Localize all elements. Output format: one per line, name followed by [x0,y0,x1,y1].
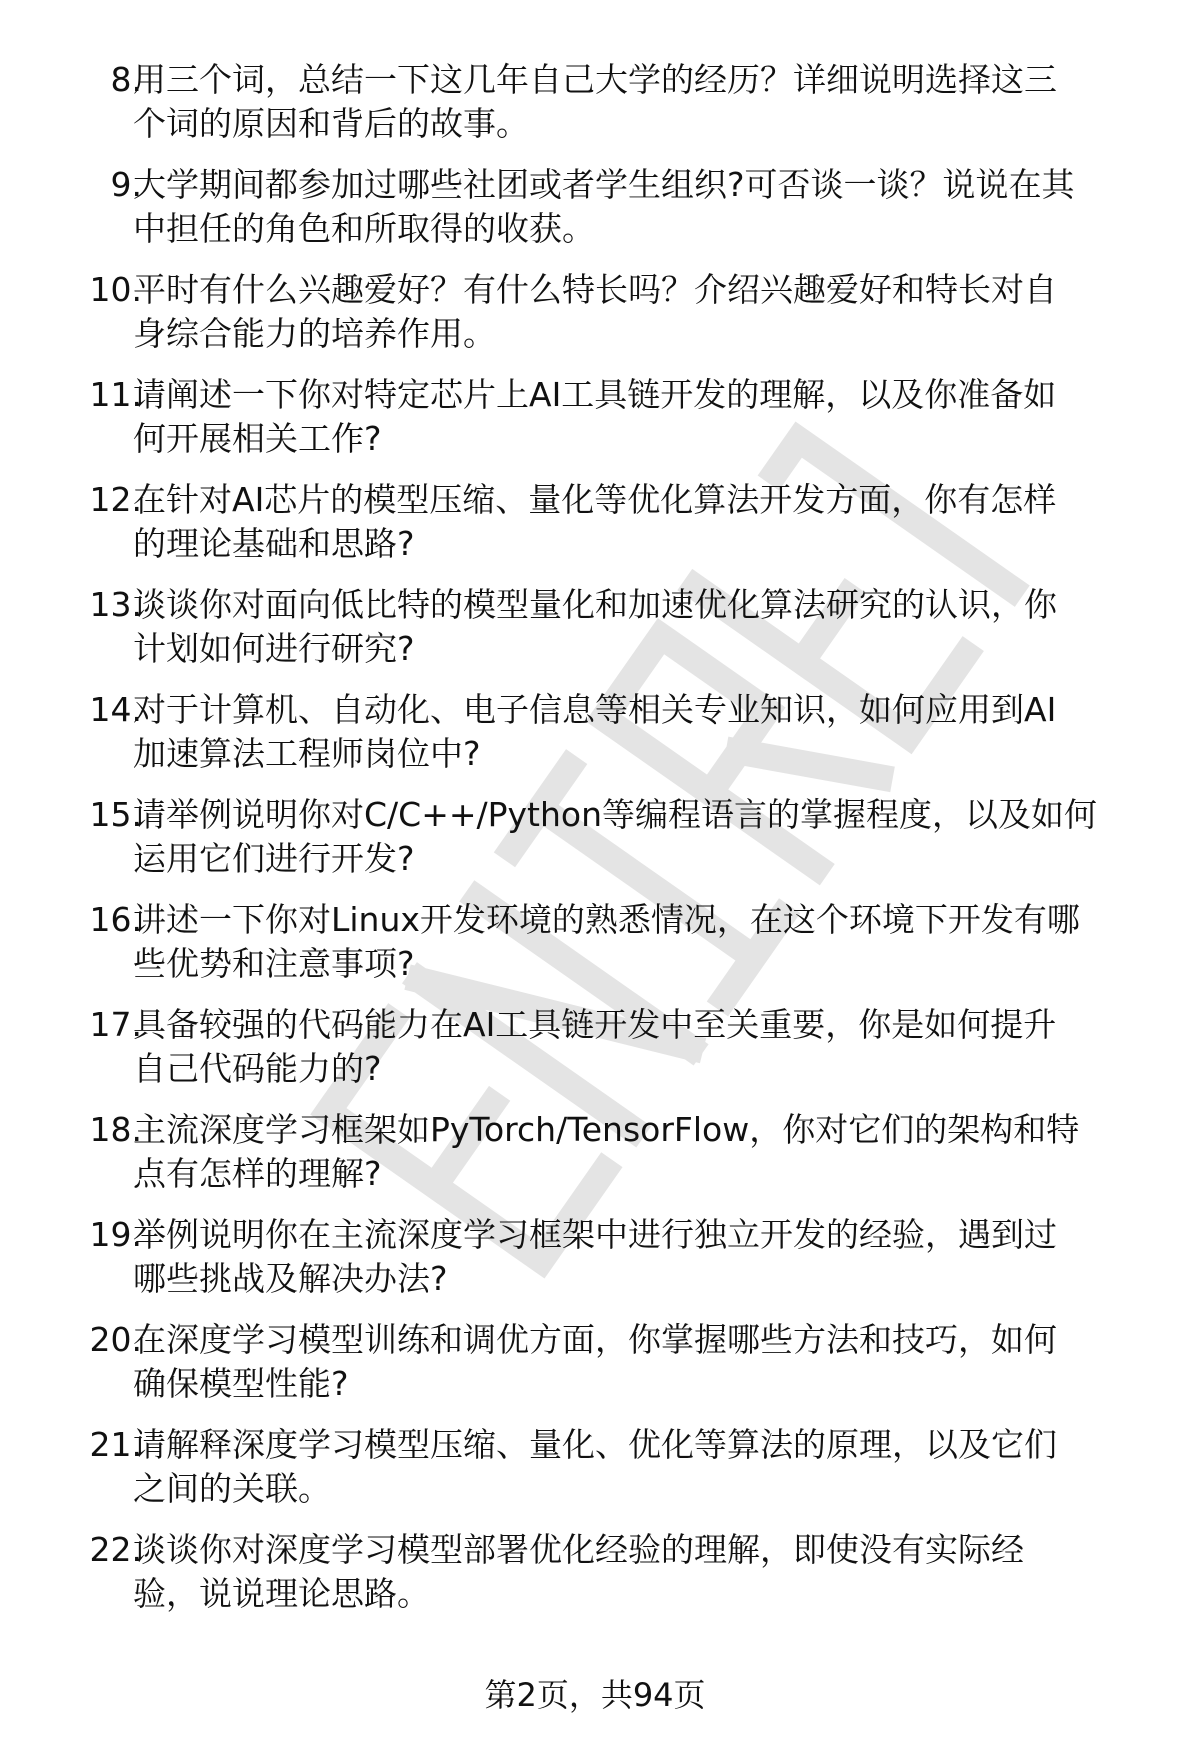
list-item [0,1308,1190,1413]
list-item [0,888,1190,993]
question-number: 17. [89,1005,142,1044]
question-text: 对于计算机、自动化、电子信息等相关专业知识，如何应用到AI 加速算法工程师岗位中? [133,690,1057,773]
page-footer: 第2页，共94页 [484,1676,706,1714]
question-text: 主流深度学习框架如PyTorch/TensorFlow，你对它们的架构和特 点有怎样的理解? [133,1110,1080,1193]
list-item [0,1413,1190,1518]
question-number: 14. [89,690,142,729]
question-text: 谈谈你对深度学习模型部署优化经验的理解，即使没有实际经 验，说说理论思路。 [133,1530,1024,1613]
question-number: 22. [89,1530,142,1569]
question-number: 19. [89,1215,142,1254]
question-text: 在深度学习模型训练和调优方面，你掌握哪些方法和技巧，如何 确保模型性能? [133,1320,1057,1403]
question-number: 9. [110,165,142,204]
question-text: 讲述一下你对Linux开发环境的熟悉情况，在这个环境下开发有哪 些优势和注意事项? [133,900,1080,983]
list-item [0,48,1190,153]
list-item [0,468,1190,573]
question-text: 请阐述一下你对特定芯片上AI工具链开发的理解，以及你准备如 何开展相关工作? [133,375,1057,458]
question-number: 10. [89,270,142,309]
question-text: 在针对AI芯片的模型压缩、量化等优化算法开发方面，你有怎样 的理论基础和思路? [133,480,1057,563]
question-number: 18. [89,1110,142,1149]
list-item [0,1098,1190,1203]
question-number: 15. [89,795,142,834]
question-number: 21. [89,1425,142,1464]
question-number: 13. [89,585,142,624]
question-number: 16. [89,900,142,939]
list-item [0,678,1190,783]
question-number: 8. [110,60,142,99]
question-text: 请举例说明你对C/C++/Python等编程语言的掌握程度，以及如何 运用它们进行开发? [133,795,1098,878]
question-text: 举例说明你在主流深度学习框架中进行独立开发的经验，遇到过 哪些挑战及解决办法? [133,1215,1057,1298]
list-item [0,153,1190,258]
question-number: 12. [89,480,142,519]
list-item [0,1203,1190,1308]
question-text: 大学期间都参加过哪些社团或者学生组织?可否谈一谈？说说在其 中担任的角色和所取得的收获。 [133,165,1075,248]
question-number: 11. [89,375,142,414]
list-item [0,363,1190,468]
question-text: 谈谈你对面向低比特的模型量化和加速优化算法研究的认识，你 计划如何进行研究? [133,585,1057,668]
list-item [0,1518,1190,1623]
question-list [0,48,1190,1623]
question-number: 20. [89,1320,142,1359]
list-item [0,258,1190,363]
list-item [0,783,1190,888]
question-text: 具备较强的代码能力在AI工具链开发中至关重要，你是如何提升 自己代码能力的? [133,1005,1057,1088]
list-item [0,993,1190,1098]
question-text: 请解释深度学习模型压缩、量化、优化等算法的原理，以及它们 之间的关联。 [133,1425,1057,1508]
list-item [0,573,1190,678]
question-text: 平时有什么兴趣爱好？有什么特长吗？介绍兴趣爱好和特长对自 身综合能力的培养作用。 [133,270,1057,353]
question-text: 用三个词，总结一下这几年自己大学的经历？详细说明选择这三 个词的原因和背后的故事。 [133,60,1057,143]
